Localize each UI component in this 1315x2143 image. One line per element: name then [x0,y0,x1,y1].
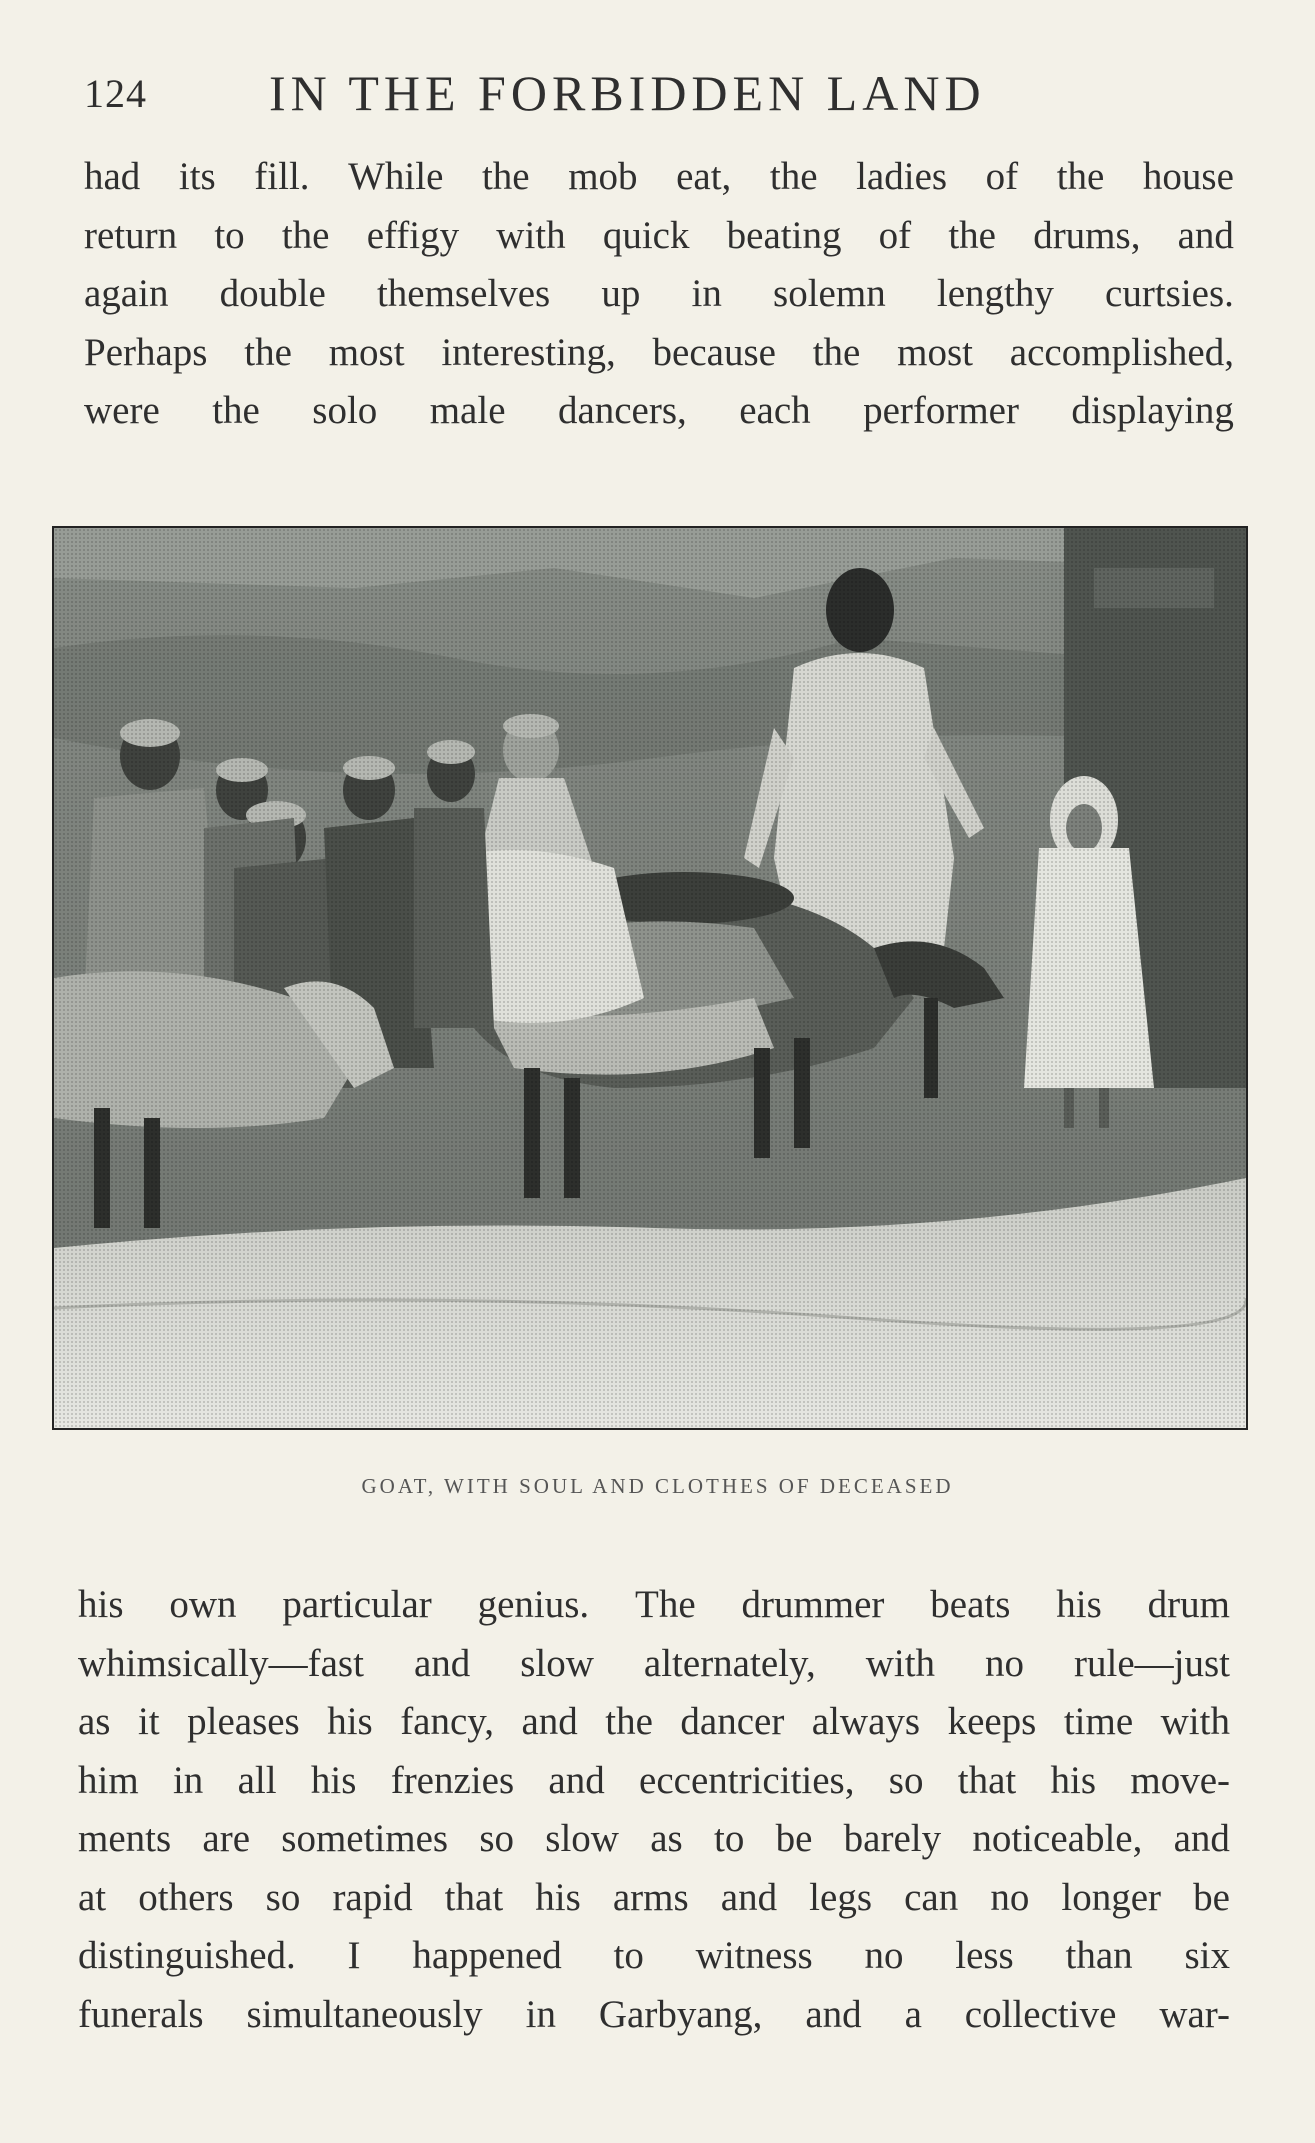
text-line: again double themselves up in solemn lengthy curtsies. [84,272,1234,315]
text-line: were the solo male dancers, each performer displaying [84,389,1234,432]
text-line: had its fill. While the mob eat, the ladies of the house [84,155,1234,198]
text-line: his own particular genius. The drummer beats his drum [78,1583,1230,1626]
text-line: as it pleases his fancy, and the dancer always keeps time with [78,1700,1230,1743]
text-line: ments are sometimes so slow as to be barely noticeable, and [78,1817,1230,1860]
text-line: Perhaps the most interesting, because the most accomplished, [84,330,1234,374]
running-title: IN THE FORBIDDEN LAND [269,65,986,121]
text-line: return to the effigy with quick beating of the drums, and [84,213,1234,257]
text-line: him in all his frenzies and eccentricities, so that his move- [78,1758,1230,1802]
running-head [84,64,1254,124]
text-line: distinguished. I happened to witness no less than six [78,1934,1230,1977]
page-number: 124 [84,71,147,116]
photograph-goat-procession [54,528,1246,1428]
text-line: at others so rapid that his arms and legs can no longer be [78,1875,1230,1919]
paragraph-bottom [78,1576,1230,2044]
plate-caption: GOAT, WITH SOUL AND CLOTHES OF DECEASED [361,1474,954,1498]
paragraph-top [84,148,1234,441]
halftone-photograph [52,526,1248,1430]
text-line: funerals simultaneously in Garbyang, and a collective war- [78,1992,1230,2036]
text-line: whimsically—fast and slow alternately, with no rule—just [78,1641,1230,1685]
